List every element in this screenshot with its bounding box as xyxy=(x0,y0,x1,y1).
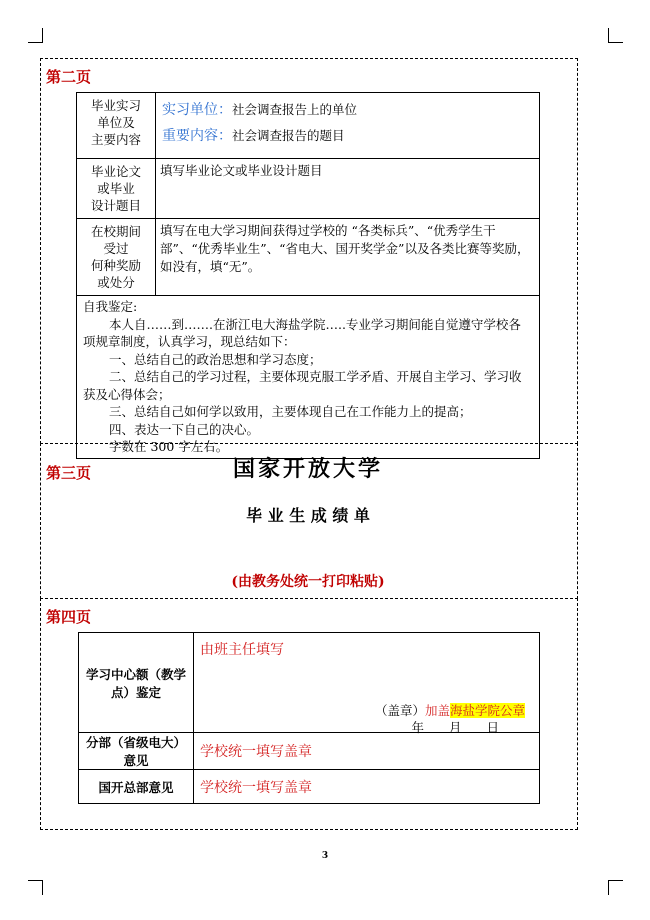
self-assessment-intro: 本人自……到…….在浙江电大海盐学院…..专业学习期间能自觉遵守学校各项规章制度，认真学习，现总结如下： xyxy=(83,316,521,349)
crop-mark xyxy=(28,28,43,43)
table-row xyxy=(77,296,540,459)
list-item: 二、总结自己的学习过程，主要体现克服工学矛盾、开展自主学习、学习收获及心得体会； xyxy=(83,369,522,402)
university-name: 国家开放大学 xyxy=(232,456,383,482)
center-assessment-text: 由班主任填写 xyxy=(200,642,284,658)
list-item: 一、总结自己的政治思想和学习态度； xyxy=(109,351,322,367)
page3-label: 第三页 xyxy=(46,464,92,482)
list-item: 四、表达一下自己的决心。 xyxy=(109,421,260,437)
label-line: 或处分 xyxy=(97,275,135,290)
center-assessment-value xyxy=(194,633,540,733)
list-item: 三、总结自己如何学以致用，主要体现自己在工作能力上的提高； xyxy=(109,404,472,419)
page4-label: 第四页 xyxy=(46,608,92,626)
seal-line xyxy=(375,701,525,719)
table-row xyxy=(79,633,540,733)
seal-red: 加盖 xyxy=(424,703,450,718)
label-line: 毕业论文 xyxy=(90,164,141,179)
table-row xyxy=(77,219,540,296)
label-line: 设计题目 xyxy=(90,198,141,213)
table-row xyxy=(77,159,540,219)
internship-content xyxy=(156,93,540,159)
table-row xyxy=(79,733,540,770)
crop-mark xyxy=(608,28,623,43)
label-line: 何种奖励 xyxy=(90,258,141,273)
page4-table xyxy=(78,632,540,804)
hq-opinion-label: 国开总部意见 xyxy=(79,770,194,804)
label-line: 毕业实习 xyxy=(90,98,141,113)
center-assessment-label: 学习中心额（教学点）鉴定 xyxy=(79,633,194,733)
transcript-note: (由教务处统一打印粘贴) xyxy=(231,574,385,590)
unit-heading: 实习单位： xyxy=(162,102,232,118)
label-line: 在校期间 xyxy=(90,224,141,239)
internship-label xyxy=(77,93,156,159)
self-assessment xyxy=(77,296,540,459)
thesis-value: 填写毕业论文或毕业设计题目 xyxy=(156,159,540,219)
list-item: 字数在 300 字左右。 xyxy=(109,439,229,454)
awards-value: 填写在电大学习期间获得过学校的 “各类标兵”、“优秀学生干部”、“优秀毕业生”、“省电大、国开奖学金”以及各类比赛等奖励，如没有，填“无”。 xyxy=(156,219,540,296)
branch-opinion-value: 学校统一填写盖章 xyxy=(194,733,540,770)
content-text: 社会调查报告的题目 xyxy=(232,128,345,143)
label-line: 单位及 xyxy=(97,115,135,130)
label-line: 主要内容 xyxy=(90,132,141,147)
page2-label: 第二页 xyxy=(46,68,92,86)
table-row xyxy=(77,93,540,159)
date-line: 年 月 日 xyxy=(411,720,499,735)
unit-text: 社会调查报告上的单位 xyxy=(232,102,358,117)
transcript-title: 毕 业 生 成 绩 单 xyxy=(246,506,370,525)
thesis-label xyxy=(77,159,156,219)
awards-label xyxy=(77,219,156,296)
seal-prefix: （盖章） xyxy=(374,703,425,718)
crop-mark xyxy=(608,880,623,895)
branch-opinion-label: 分部（省级电大）意见 xyxy=(79,733,194,770)
seal-highlight: 海盐学院公章 xyxy=(449,703,525,718)
table-row xyxy=(79,770,540,804)
self-assessment-title: 自我鉴定: xyxy=(83,299,138,314)
crop-mark xyxy=(28,880,43,895)
label-line: 受过 xyxy=(103,241,129,256)
page-number: 3 xyxy=(321,851,329,861)
content-heading: 重要内容： xyxy=(162,128,232,144)
hq-opinion-value: 学校统一填写盖章 xyxy=(194,770,540,804)
page2-table xyxy=(76,92,540,459)
label-line: 或毕业 xyxy=(97,181,135,196)
